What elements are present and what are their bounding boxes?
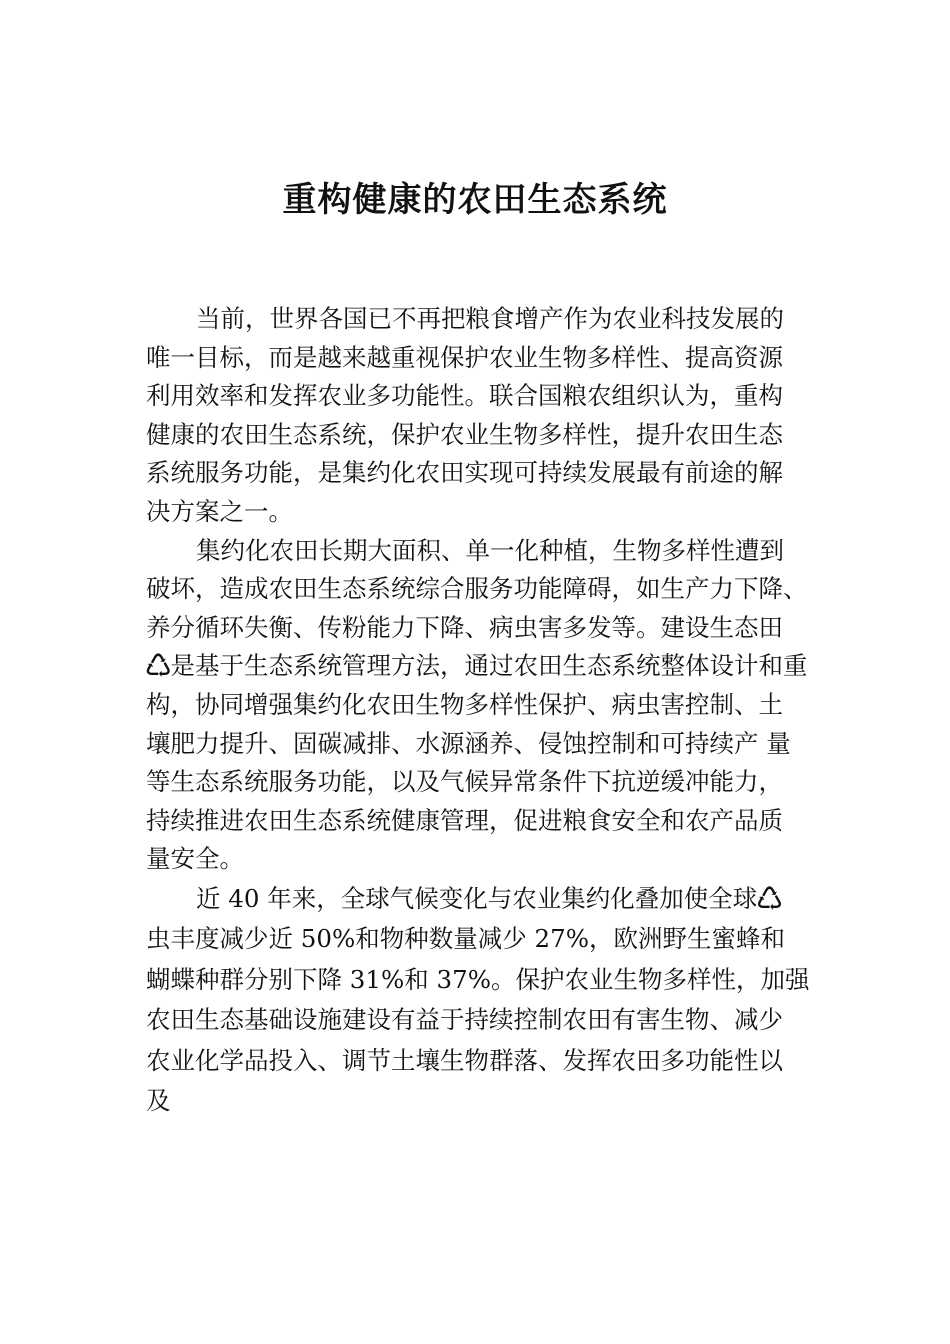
text-line: 系统服务功能，是集约化农田实现可持续发展最有前途的解 bbox=[146, 458, 783, 488]
document-title: 重构健康的农田生态系统 bbox=[282, 180, 668, 220]
text-line: 近 40 年来，全球气候变化与农业集约化叠加使全球♺ bbox=[196, 883, 782, 913]
text-line: 壤肥力提升、固碳减排、水源涵养、侵蚀控制和可持续产 量 bbox=[146, 728, 791, 758]
text-line: 构，协同增强集约化农田生物多样性保护、病虫害控制、土 bbox=[146, 689, 783, 719]
text-line: 持续推进农田生态系统健康管理，促进粮食安全和农产品质 bbox=[146, 805, 783, 835]
text-line: 决方案之一。 bbox=[146, 496, 293, 526]
paragraph-3 bbox=[146, 879, 836, 1122]
text-line: ♺是基于生态系统管理方法，通过农田生态系统整体设计和重 bbox=[146, 651, 808, 681]
text-line: 养分循环失衡、传粉能力下降、病虫害多发等。建设生态田 bbox=[146, 612, 783, 642]
paragraph-2 bbox=[146, 532, 836, 879]
text-line: 蝴蝶种群分别下降 31%和 37%。保护农业生物多样性，加强 bbox=[146, 964, 810, 994]
text-line: 量安全。 bbox=[146, 844, 244, 874]
text-line: 利用效率和发挥农业多功能性。联合国粮农组织认为，重构 bbox=[146, 381, 783, 411]
text-line: 虫丰度减少近 50%和物种数量减少 27%，欧洲野生蜜蜂和 bbox=[146, 924, 785, 954]
paragraph-1 bbox=[146, 300, 836, 532]
text-line: 唯一目标，而是越来越重视保护农业生物多样性、提高资源 bbox=[146, 342, 783, 372]
text-line: 及 bbox=[146, 1086, 171, 1116]
text-line: 农业化学品投入、调节土壤生物群落、发挥农田多功能性以 bbox=[146, 1045, 783, 1075]
text-line: 农田生态基础设施建设有益于持续控制农田有害生物、减少 bbox=[146, 1005, 783, 1035]
text-line: 当前，世界各国已不再把粮食增产作为农业科技发展的 bbox=[196, 304, 784, 333]
text-line: 破坏，造成农田生态系统综合服务功能障碍，如生产力下降、 bbox=[146, 574, 808, 604]
text-line: 集约化农田长期大面积、单一化种植，生物多样性遭到 bbox=[196, 535, 784, 565]
document-body bbox=[146, 300, 836, 1122]
text-line: 健康的农田生态系统，保护农业生物多样性，提升农田生态 bbox=[146, 419, 783, 449]
text-line: 等生态系统服务功能，以及气候异常条件下抗逆缓冲能力， bbox=[146, 767, 783, 797]
